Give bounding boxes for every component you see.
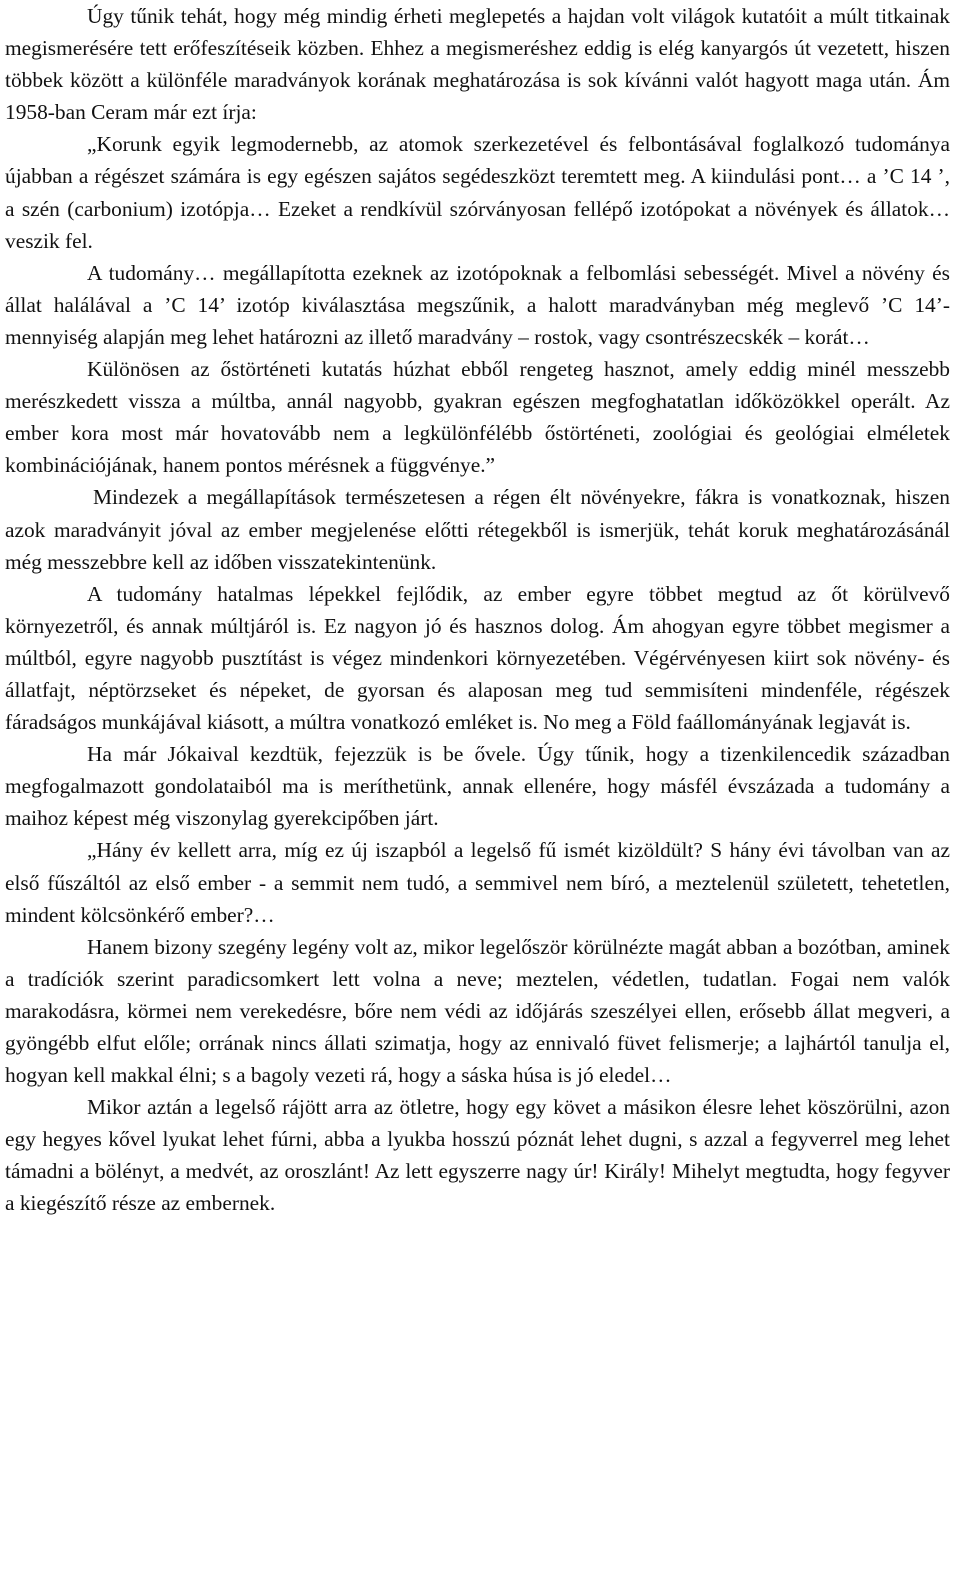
quote-paragraph-2: A tudomány… megállapította ezeknek az izotópoknak a felbomlási sebességét. Mivel a növény és állat halálával a ’C 14’ izotóp kiválasztása megszűnik, a halott maradványban még meglevő ’C 14’- mennyiség alapján meg lehet határozni az illető maradvány – rostok, vagy csontrészecskék – korát… — [5, 260, 950, 349]
quote-paragraph-3: Különösen az őstörténeti kutatás húzhat ebből rengeteg hasznot, amely eddig minél messzebb merészkedett vissza a múltba, annál nagyobb, gyakran egészen megfoghatatlan időközökkel operált. Az ember kora most már hovatovább nem a legkülönfélébb őstörténeti, zoológiai és geológiai elméletek kombinációjának, hanem pontos mérésnek a függvénye.” — [5, 357, 950, 478]
paragraph-3: A tudomány hatalmas lépekkel fejlődik, az ember egyre többet megtud az őt körülvevő környezetről, és annak múltjáról is. Ez nagyon jó és hasznos dolog. Ám ahogyan egyre többet megismer a múltból, egyre nagyobb pusztítást is végez mindenkori környezetében. Végérvényesen kiirt sok növény- és állatfajt, néptörzseket és népeket, de gyorsan és alaposan meg tud semmisíteni mindenféle, régészek fáradságos munkájával kiásott, a múltra vonatkozó emléket is. No meg a Föld faállományának legjavát is. — [5, 581, 950, 735]
quote-paragraph-6: Mikor aztán a legelső rájött arra az ötletre, hogy egy követ a másikon élesre lehet köszörülni, azon egy hegyes kővel lyukat lehet fúrni, abba a lyukba hosszú póznát lehet dugni, s azzal a fegyverrel meg lehet támadni a bölényt, a medvét, az oroszlánt! Az lett egyszerre nagy úr! Király! Mihelyt megtudta, hogy fegyver a kiegészítő része az embernek. — [5, 1095, 950, 1216]
paragraph-2: Mindezek a megállapítások természetesen a régen élt növényekre, fákra is vonatkoznak, hiszen azok maradványit jóval az ember megjelenése előtti rétegekből is ismerjük, tehát koruk meghatározásánál még messzebbre kell az időben visszatekintenünk. — [5, 485, 950, 574]
paragraph-4: Ha már Jókaival kezdtük, fejezzük is be ővele. Úgy tűnik, hogy a tizenkilencedik században megfogalmazott gondolataiból ma is meríthetünk, annak ellenére, hogy másfél évszázada a tudomány a maihoz képest még viszonylag gyerekcipőben járt. — [5, 742, 950, 831]
quote-paragraph-4: „Hány év kellett arra, míg ez új iszapból a legelső fű ismét kizöldült? S hány évi távolban van az első fűszáltól az első ember - a semmit nem tudó, a semmivel nem bíró, a meztelenül született, tehetetlen, mindent kölcsönkérő ember?… — [5, 838, 950, 927]
quote-paragraph-1: „Korunk egyik legmodernebb, az atomok szerkezetével és felbontásával foglalkozó tudománya újabban a régészet számára is egy egészen sajátos segédeszközt teremtett meg. A kiindulási pont… a ’C 14 ’, a szén (carbonium) izotópja… Ezeket a rendkívül szórványosan fellépő izotópokat a növények és állatok… veszik fel. — [5, 132, 950, 253]
quote-paragraph-5: Hanem bizony szegény legény volt az, mikor legelőször körülnézte magát abban a bozótban, aminek a tradíciók szerint paradicsomkert lett volna a neve; meztelen, védetlen, tudatlan. Fogai nem valók marakodásra, körmei nem verekedésre, bőre nem védi az időjárás szeszélyei ellen, erősebb állat megveri, a gyöngébb elfut előle; orrának nincs állati szimatja, hogy az ennivaló füvet felismerje; a lajhártól tanulja el, hogyan kell makkal élni; s a bagoly vezeti rá, hogy a sáska húsa is jó eledel… — [5, 934, 950, 1088]
document-page — [5, 0, 950, 1220]
paragraph-1: Úgy tűnik tehát, hogy még mindig érheti meglepetés a hajdan volt világok kutatóit a múlt titkainak megismerésére tett erőfeszítéseik közben. Ehhez a megismeréshez eddig is elég kanyargós út vezetett, hiszen többek között a különféle maradványok korának meghatározása is sok kívánni valót hagyott maga után. Ám 1958-ban Ceram már ezt írja: — [5, 4, 950, 125]
